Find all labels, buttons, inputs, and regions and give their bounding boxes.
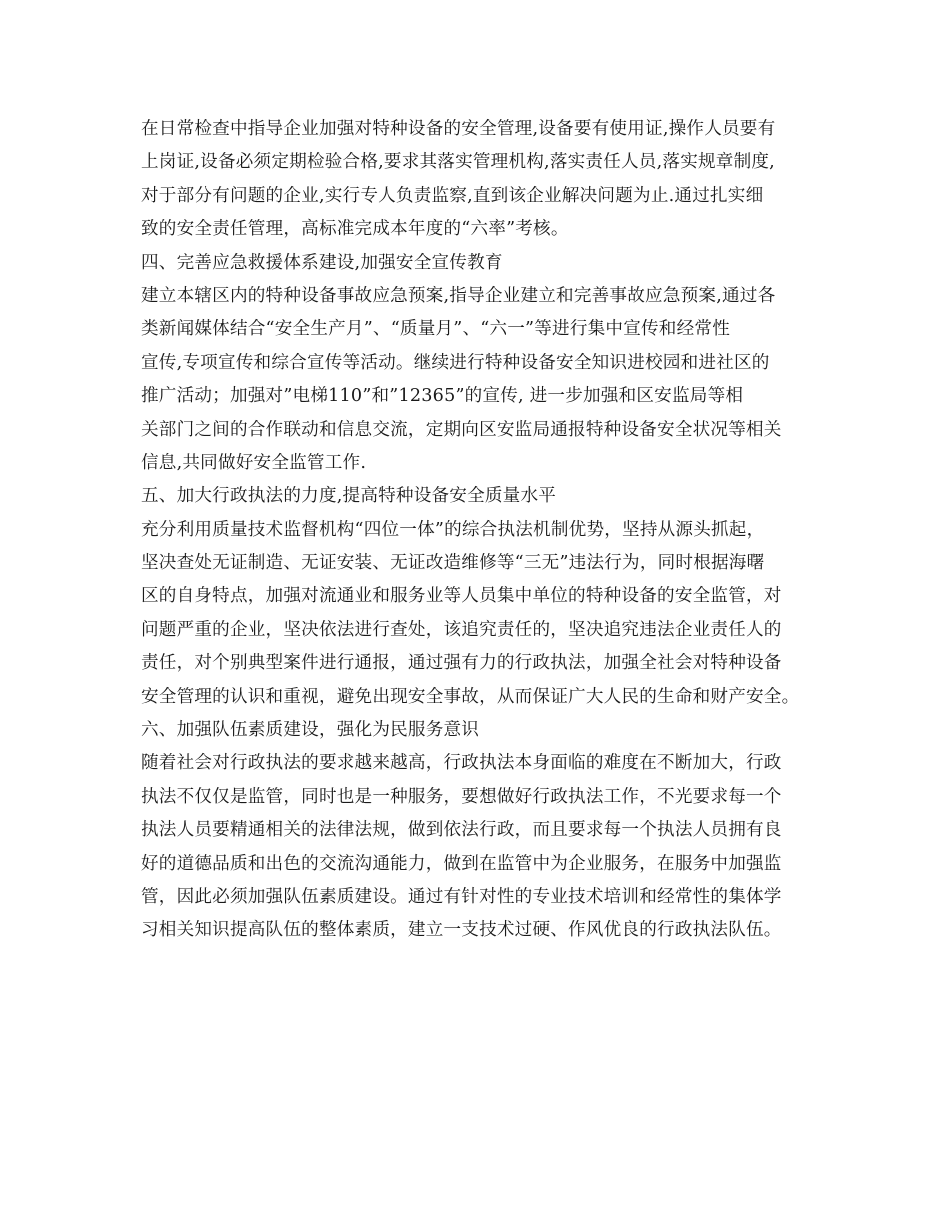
text-line: 信息,共同做好安全监管工作. xyxy=(141,452,367,473)
text-line: 安全管理的认识和重视，避免出现安全事故，从而保证广大人民的生命和财产安全。 xyxy=(141,686,800,707)
text-line: 区的自身特点，加强对流通业和服务业等人员集中单位的特种设备的安全监管，对 xyxy=(141,586,782,607)
text-line: 关部门之间的合作联动和信息交流，定期向区安监局通报特种设备安全状况等相关 xyxy=(141,419,782,440)
section-heading-6: 六、加强队伍素质建设，强化为民服务意识 xyxy=(141,720,480,741)
text-line: 好的道德品质和出色的交流沟通能力，做到在监管中为企业服务，在服务中加强监 xyxy=(141,853,782,874)
text-line: 类新闻媒体结合“安全生产月”、“质量月”、“六一”等进行集中宣传和经常性 xyxy=(141,319,730,340)
text-line: 问题严重的企业，坚决依法进行查处，该追究责任的，坚决追究违法企业责任人的 xyxy=(141,619,782,640)
text-line: 在日常检查中指导企业加强对特种设备的安全管理,设备要有使用证,操作人员要有 xyxy=(141,119,776,139)
text-line: 管，因此必须加强队伍素质建设。通过有针对性的专业技术培训和经常性的集体学 xyxy=(141,886,782,907)
text-line: 宣传,专项宣传和综合宣传等活动。继续进行特种设备安全知识进校园和进社区的 xyxy=(141,352,770,373)
text-line: 充分利用质量技术监督机构“四位一体”的综合执法机制优势，坚持从源头抓起， xyxy=(141,519,765,540)
text-line: 上岗证,设备必须定期检验合格,要求其落实管理机构,落实责任人员,落实规章制度, xyxy=(141,152,775,173)
text-line: 建立本辖区内的特种设备事故应急预案,指导企业建立和完善事故应急预案,通过各 xyxy=(141,285,776,306)
document-body xyxy=(141,113,831,948)
section-heading-4: 四、完善应急救援体系建设,加强安全宣传教育 xyxy=(141,252,503,273)
text-line: 执法人员要精通相关的法律法规，做到依法行政，而且要求每一个执法人员拥有良 xyxy=(141,820,782,841)
text-line: 坚决查处无证制造、无证安装、无证改造维修等“三无”违法行为，同时根据海曙 xyxy=(141,553,765,574)
text-line: 推广活动；加强对”电梯110”和”12365”的宣传, 进一步加强和区安监局等相 xyxy=(141,386,744,407)
text-line: 对于部分有问题的企业,实行专人负责监察,直到该企业解决问题为止.通过扎实细 xyxy=(141,185,764,206)
text-line: 随着社会对行政执法的要求越来越高，行政执法本身面临的难度在不断加大，行政 xyxy=(141,753,782,774)
text-line: 责任，对个别典型案件进行通报，通过强有力的行政执法，加强全社会对特种设备 xyxy=(141,653,782,674)
section-heading-5: 五、加大行政执法的力度,提高特种设备安全质量水平 xyxy=(141,486,557,507)
text-line: 执法不仅仅是监管，同时也是一种服务，要想做好行政执法工作，不光要求每一个 xyxy=(141,786,782,807)
text-line: 习相关知识提高队伍的整体素质，建立一支技术过硬、作风优良的行政执法队伍。 xyxy=(141,920,782,941)
text-line: 致的安全责任管理，高标准完成本年度的“六率”考核。 xyxy=(141,219,569,240)
